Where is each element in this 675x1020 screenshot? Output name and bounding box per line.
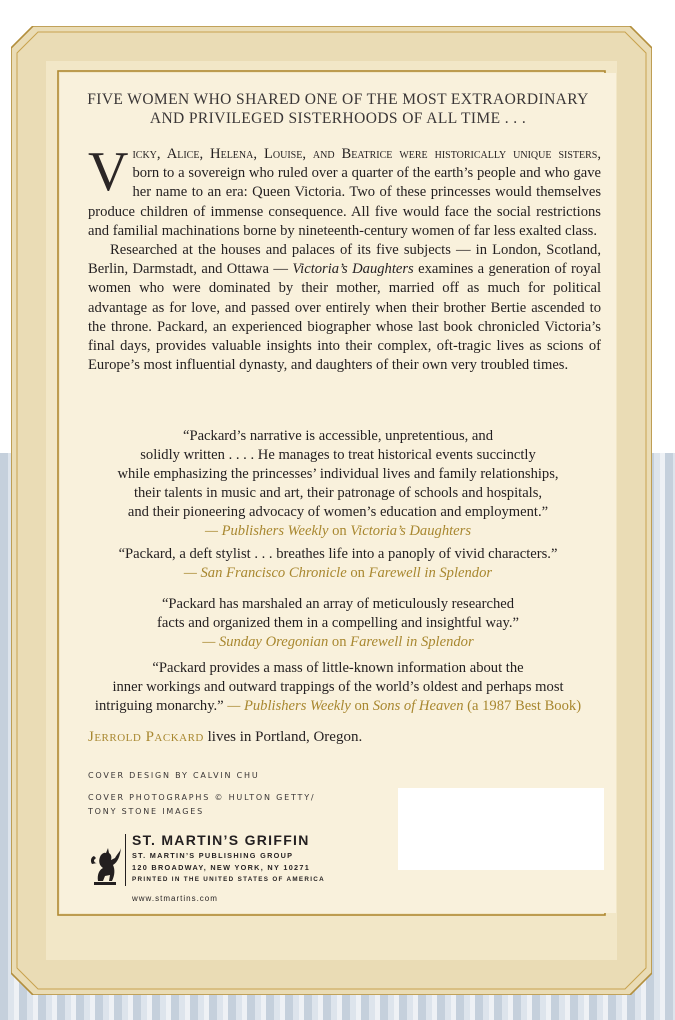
synopsis-paragraph-1 xyxy=(88,141,601,241)
review-4-text: intriguing monarchy.” xyxy=(94,698,228,714)
review-source: — Publishers Weekly xyxy=(227,698,351,714)
review-quote-2 xyxy=(60,545,616,583)
photo-credit-line-2: TONY STONE IMAGES xyxy=(88,807,204,816)
author-bio xyxy=(88,729,362,746)
review-source: — Sunday Oregonian xyxy=(202,634,329,650)
author-name: Jerrold Packard xyxy=(88,729,204,745)
review-3-line: facts and organized them in a compelling and insightful way.” xyxy=(157,615,519,631)
review-4-line: inner workings and outward trappings of the world’s oldest and perhaps most xyxy=(112,679,564,695)
review-1-line: their talents in music and art, their patronage of schools and hospitals, xyxy=(133,485,543,501)
publisher-name: ST. MARTIN’S GRIFFIN xyxy=(132,832,310,848)
review-source: — San Francisco Chronicle xyxy=(183,565,347,581)
synopsis-paragraph-2 xyxy=(88,241,601,375)
synopsis xyxy=(88,141,602,375)
review-3-attribution xyxy=(60,633,616,652)
review-4-last-line xyxy=(60,697,616,716)
publisher-group: ST. MARTIN’S PUBLISHING GROUP xyxy=(132,851,294,860)
review-quote-4 xyxy=(60,659,616,716)
review-book: Victoria’s Daughters xyxy=(350,523,472,539)
publisher-block xyxy=(132,832,325,903)
review-on: on xyxy=(346,565,369,581)
tagline xyxy=(60,90,616,128)
publisher-divider xyxy=(125,834,126,886)
synopsis-p2-rest: examines a generation of royal women who were dominated by their mother, married off as much for political advantage as for love, and passed over entirely when their brother Bertie ascended to the throne. Packard, an experienced biographer whose last book chronicled Victoria’s final days, provides valuable insights into their complex, oft-tragic lives as scions of Europe’s most influential dynasty, and daughters of their own very troubled times. xyxy=(88,261,602,374)
review-1-line: solidly written . . . . He manages to treat historical events succinctly xyxy=(140,447,536,463)
publisher-address: 120 BROADWAY, NEW YORK, NY 10271 xyxy=(132,862,311,872)
tagline-line-1: FIVE WOMEN WHO SHARED ONE OF THE MOST EXTRAORDINARY xyxy=(87,91,589,108)
review-book: Sons of Heaven xyxy=(372,698,464,714)
cover-design-credit: COVER DESIGN BY CALVIN CHU xyxy=(88,771,260,780)
barcode-area xyxy=(398,788,604,870)
review-on: on xyxy=(328,634,351,650)
synopsis-lead-in: icky, Alice, Helena, Louise, and Beatrice were historically unique sisters, xyxy=(132,146,601,162)
publisher-url: www.stmartins.com xyxy=(132,894,218,904)
review-1-line: “Packard’s narrative is accessible, unpretentious, and xyxy=(182,428,493,444)
review-3-line: “Packard has marshaled an array of meticulously researched xyxy=(161,596,515,612)
photo-credit-line-1: COVER PHOTOGRAPHS © HULTON GETTY/ xyxy=(88,793,316,802)
review-quote-3 xyxy=(60,595,616,652)
cover-photo-credit xyxy=(88,791,315,819)
printed-in: PRINTED IN THE UNITED STATES OF AMERICA xyxy=(132,875,325,883)
review-4-line: “Packard provides a mass of little-known information about the xyxy=(152,660,524,676)
drop-cap: V xyxy=(88,141,129,203)
review-1-attribution xyxy=(60,522,616,541)
review-1-line: and their pioneering advocacy of women’s education and employment.” xyxy=(127,504,549,520)
review-2-attribution xyxy=(60,564,616,583)
review-1-line: while emphasizing the princesses’ individual lives and family relationships, xyxy=(117,466,559,482)
synopsis-p2-start: Researched at the houses and palaces of its five subjects — in London, Scotland, Berlin, Darmstadt, and Ottawa — xyxy=(88,242,601,278)
book-title: Victoria’s Daughters xyxy=(292,261,414,278)
review-on: on xyxy=(350,698,373,714)
review-2-line: “Packard, a deft stylist . . . breathes life into a panoply of vivid characters.” xyxy=(118,546,558,562)
griffin-logo-icon xyxy=(88,842,122,891)
review-book: Farewell in Splendor xyxy=(350,634,474,650)
review-quote-1 xyxy=(60,427,616,541)
review-book: Farewell in Splendor xyxy=(368,565,493,581)
review-note: (a 1987 Best Book) xyxy=(463,698,582,714)
synopsis-p1-text: born to a sovereign who ruled over a quarter of the earth’s people and who gave her name to an era: Queen Victoria. Two of these princesses would themselves produce children of immense consequence. All five would face the social restrictions and familial machinations borne by nineteenth-century women of far less exalted class. xyxy=(88,165,601,239)
review-source: — Publishers Weekly xyxy=(204,523,329,539)
author-location: lives in Portland, Oregon. xyxy=(203,729,363,745)
tagline-line-2: AND PRIVILEGED SISTERHOODS OF ALL TIME . . . xyxy=(149,110,527,127)
review-on: on xyxy=(328,523,351,539)
